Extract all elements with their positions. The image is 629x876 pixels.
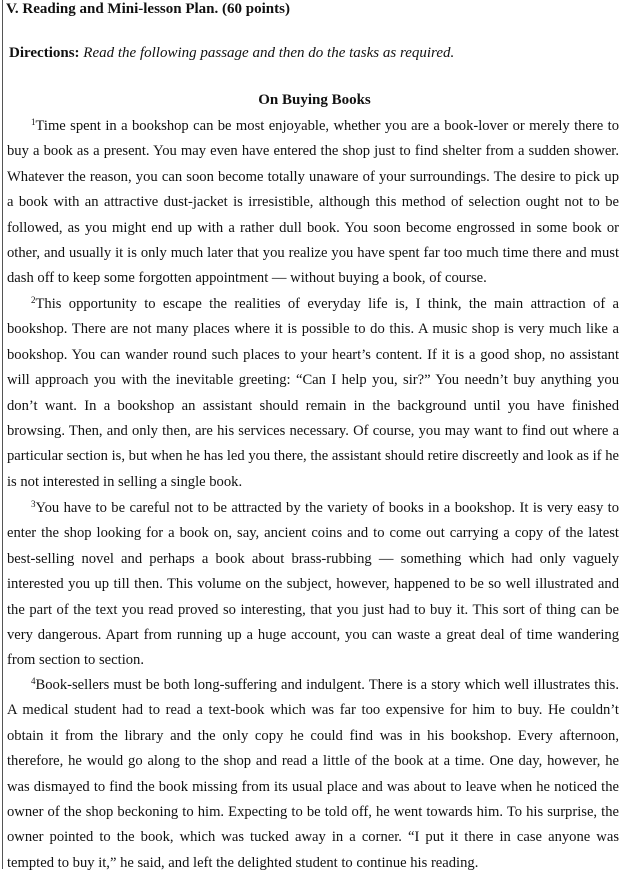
paragraph-2 [7, 288, 619, 495]
paragraph-text: You have to be careful not to be attracted by the variety of books in a bookshop. It is very easy to enter the shop looking for a book on, say, ancient coins and to come out carrying a copy of the latest best-selling novel and perhaps a book about brass-rubbing — something which had only vaguely interested you up till then. This volume on the subject, however, happened to be so well illustrated and the part of the text you read proved so interesting, that you just had to buy it. This sort of thing can be very dangerous. Apart from running up a huge account, you can waste a great deal of time wandering from section to section. [7, 500, 619, 669]
directions-text: Read the following passage and then do the tasks as required. [83, 45, 455, 61]
paragraph-text: Time spent in a bookshop can be most enjoyable, whether you are a book-lover or merely there to buy a book as a present. You may even have entered the shop just to find shelter from a sudden shower. Whatever the reason, you can soon become totally unaware of your surroundings. The desire to pick up a book with an attractive dust-jacket is irresistible, although this method of selection ought not to be followed, as you might end up with a rather dull book. You soon become engrossed in some book or other, and usually it is only much later that you realize you have spent far too much time there and must dash off to keep some forgotten appointment — without buying a book, of course. [7, 118, 619, 287]
paragraph-1 [7, 110, 619, 292]
paragraph-number: 4 [31, 676, 36, 686]
directions-label: Directions: [9, 45, 80, 61]
passage-title: On Buying Books [258, 92, 371, 108]
paragraph-number: 2 [31, 295, 36, 305]
paragraph-4 [7, 669, 619, 876]
paragraph-3 [7, 492, 619, 674]
section-heading: V. Reading and Mini-lesson Plan. (60 points) [6, 1, 290, 17]
paragraph-text: Book-sellers must be both long-suffering and indulgent. There is a story which well illustrates this. A medical student had to read a text-book which was far too expensive for him to buy. He couldn’t obtain it from the library and the only copy he could find was in his bookshop. Every afternoon, therefore, he would go along to the shop and read a little of the book at a time. One day, however, he was dismayed to find the book missing from its usual place and was about to leave when he noticed the owner of the shop beckoning to him. Expecting to be told off, he went towards him. To his surprise, the owner pointed to the book, which was tucked away in a corner. “I put it there in case anyone was tempted to buy it,” he said, and left the delighted student to continue his reading. [7, 677, 619, 871]
directions [9, 44, 454, 62]
paragraph-number: 1 [31, 117, 36, 127]
paragraph-number: 3 [31, 499, 36, 509]
page-edge-line [2, 0, 3, 869]
paragraph-text: This opportunity to escape the realities of everyday life is, I think, the main attraction of a bookshop. There are not many places where it is possible to do this. A music shop is very much like a bookshop. You can wander round such places to your heart’s content. If it is a good shop, no assistant will approach you with the inevitable greeting: “Can I help you, sir?” You needn’t buy anything you don’t want. In a bookshop an assistant should remain in the background until you have finished browsing. Then, and only then, are his services necessary. Of course, you may want to find out where a particular section is, but when he has led you there, the assistant should retire discreetly and look as if he is not interested in selling a single book. [7, 296, 619, 490]
